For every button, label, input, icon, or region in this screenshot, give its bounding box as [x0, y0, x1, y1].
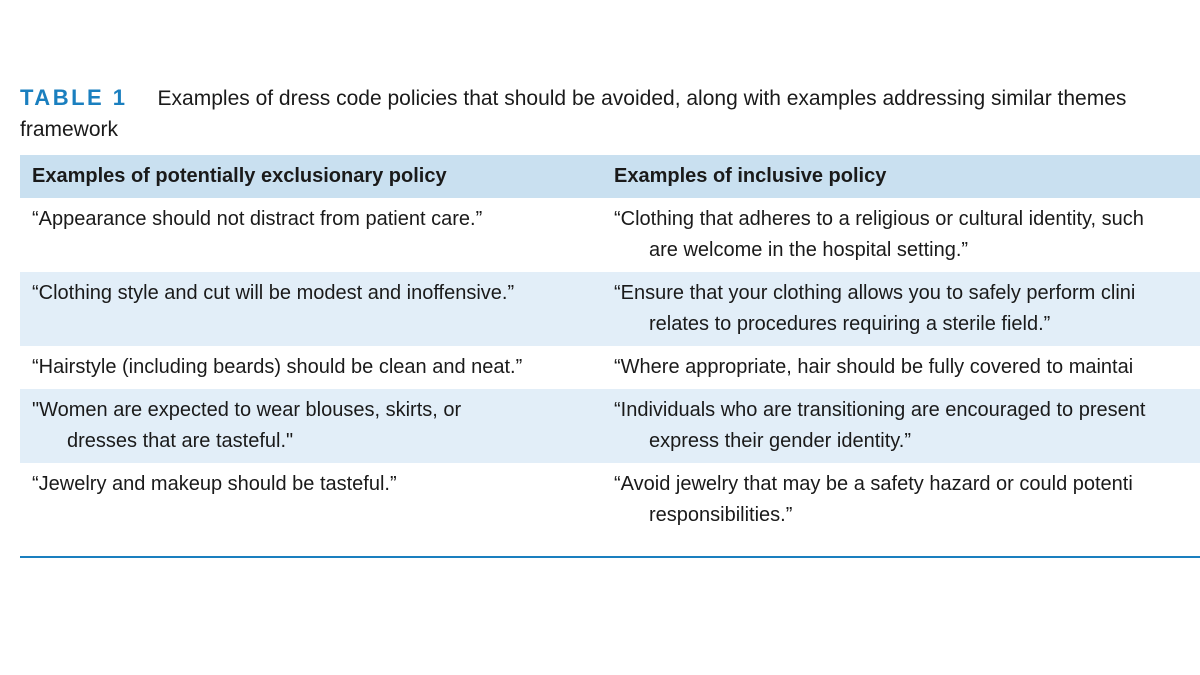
cell-line-continued: relates to procedures requiring a sterile field.”: [649, 313, 1051, 335]
cell-line: “Clothing that adheres to a religious or cultural identity, such: [614, 208, 1144, 230]
cell-line: “Where appropriate, hair should be fully covered to maintai: [614, 356, 1134, 378]
policy-table: [20, 155, 1200, 537]
cell-line-continued: express their gender identity.”: [649, 430, 911, 452]
cell-line: “Hairstyle (including beards) should be clean and neat.”: [32, 356, 523, 378]
cell-line: “Jewelry and makeup should be tasteful.”: [32, 473, 397, 495]
caption-line-2: framework: [20, 118, 119, 141]
inclusive-cell: [602, 389, 1200, 463]
inclusive-cell: [602, 198, 1200, 272]
caption-text: Examples of dress code policies that should be avoided, along with examples addressing similar themes: [157, 87, 1127, 110]
table-row: [20, 463, 1200, 537]
inclusive-cell: [602, 463, 1200, 537]
exclusionary-cell: [20, 463, 602, 537]
table-row: [20, 272, 1200, 346]
cell-line-continued: dresses that are tasteful.": [67, 430, 294, 452]
cell-line: “Avoid jewelry that may be a safety hazard or could potenti: [614, 473, 1133, 495]
inclusive-cell: [602, 272, 1200, 346]
table-caption: [20, 82, 1200, 145]
cell-line-continued: are welcome in the hospital setting.”: [649, 239, 969, 261]
inclusive-cell: [602, 346, 1200, 389]
exclusionary-cell: [20, 198, 602, 272]
caption-line-1: [20, 82, 1200, 114]
cell-line: “Clothing style and cut will be modest and inoffensive.”: [32, 282, 515, 304]
cell-line: “Individuals who are transitioning are encouraged to present: [614, 399, 1146, 421]
exclusionary-cell: [20, 346, 602, 389]
cell-line-continued: responsibilities.”: [649, 504, 793, 526]
table-label: TABLE 1: [20, 85, 128, 110]
cell-line: “Appearance should not distract from patient care.”: [32, 208, 483, 230]
table-bottom-rule: [20, 556, 1200, 558]
exclusionary-cell: [20, 389, 602, 463]
exclusionary-cell: [20, 272, 602, 346]
table-row: [20, 198, 1200, 272]
table-header-row: [20, 155, 1200, 198]
table-row: [20, 346, 1200, 389]
header-exclusionary: Examples of potentially exclusionary policy: [32, 165, 447, 187]
cell-line: "Women are expected to wear blouses, skirts, or: [32, 399, 462, 421]
cell-line: “Ensure that your clothing allows you to safely perform clini: [614, 282, 1136, 304]
header-inclusive: Examples of inclusive policy: [614, 165, 887, 187]
table-row: [20, 389, 1200, 463]
